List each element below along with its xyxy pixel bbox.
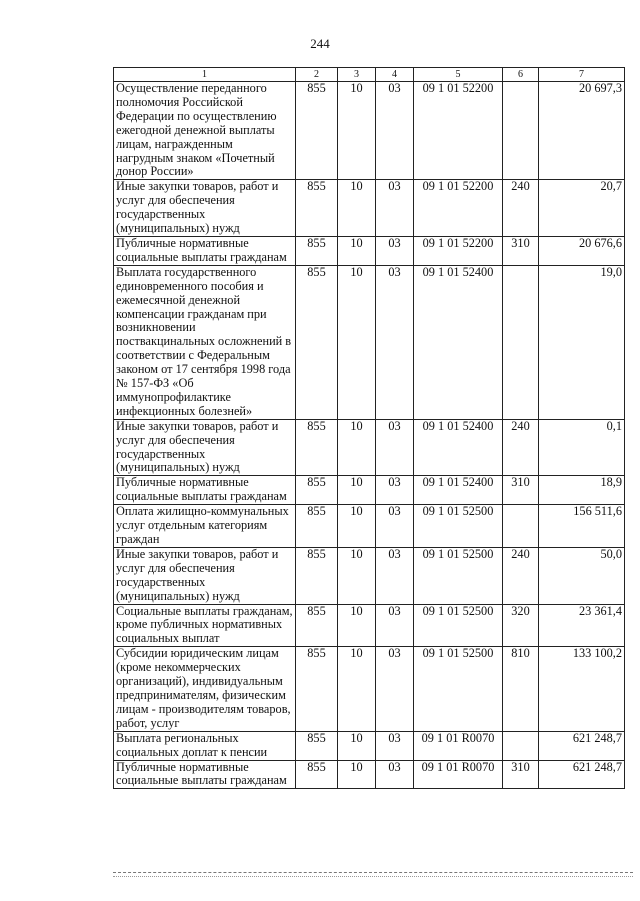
row-subsection: 03: [376, 505, 414, 548]
table-row: [114, 505, 625, 548]
header-col-3: 3: [338, 68, 376, 82]
table-row: [114, 547, 625, 604]
row-expense-type: [503, 505, 539, 548]
header-col-6: 6: [503, 68, 539, 82]
row-subsection: 03: [376, 419, 414, 476]
row-target-item: 09 1 01 52400: [414, 419, 503, 476]
row-name: Выплата региональных социальных доплат к пенсии: [114, 731, 296, 760]
table-row: [114, 180, 625, 237]
row-amount: 20,7: [539, 180, 625, 237]
row-amount: 18,9: [539, 476, 625, 505]
row-name: Выплата государственного единовременного пособия и ежемесячной денежной компенсации гражданам при возникновении поствакцинальных осложнений в соответствии с Федеральным законом от 17 сентября 1998 года № 157-ФЗ «Об иммунопрофилактике инфекционных болезней»: [114, 265, 296, 419]
row-section: 10: [338, 419, 376, 476]
row-expense-type: [503, 265, 539, 419]
row-amount: 133 100,2: [539, 647, 625, 731]
row-section: 10: [338, 604, 376, 647]
row-section: 10: [338, 547, 376, 604]
row-amount: 20 676,6: [539, 236, 625, 265]
row-ministry-code: 855: [296, 647, 338, 731]
row-name: Оплата жилищно-коммунальных услуг отдельным категориям граждан: [114, 505, 296, 548]
row-target-item: 09 1 01 52500: [414, 505, 503, 548]
row-name: Социальные выплаты гражданам, кроме публичных нормативных социальных выплат: [114, 604, 296, 647]
row-ministry-code: 855: [296, 236, 338, 265]
row-subsection: 03: [376, 604, 414, 647]
row-target-item: 09 1 01 52500: [414, 647, 503, 731]
row-target-item: 09 1 01 R0070: [414, 760, 503, 789]
row-expense-type: [503, 731, 539, 760]
row-ministry-code: 855: [296, 604, 338, 647]
row-section: 10: [338, 731, 376, 760]
row-target-item: 09 1 01 R0070: [414, 731, 503, 760]
table-row: [114, 236, 625, 265]
row-section: 10: [338, 180, 376, 237]
row-section: 10: [338, 476, 376, 505]
row-subsection: 03: [376, 647, 414, 731]
row-name: Иные закупки товаров, работ и услуг для обеспечения государственных (муниципальных) нужд: [114, 547, 296, 604]
table-row: [114, 82, 625, 180]
row-ministry-code: 855: [296, 180, 338, 237]
table-row: [114, 419, 625, 476]
header-row: [114, 68, 625, 82]
row-name: Субсидии юридическим лицам (кроме некоммерческих организаций), индивидуальным предпринимателям, физическим лицам - производителям товаров, работ, услуг: [114, 647, 296, 731]
row-subsection: 03: [376, 476, 414, 505]
row-target-item: 09 1 01 52200: [414, 236, 503, 265]
row-section: 10: [338, 236, 376, 265]
row-target-item: 09 1 01 52200: [414, 82, 503, 180]
header-col-2: 2: [296, 68, 338, 82]
page-number: 244: [310, 36, 330, 51]
row-subsection: 03: [376, 180, 414, 237]
scan-edge-line: [113, 872, 633, 873]
row-section: 10: [338, 647, 376, 731]
row-expense-type: 310: [503, 236, 539, 265]
row-ministry-code: 855: [296, 476, 338, 505]
row-name: Иные закупки товаров, работ и услуг для обеспечения государственных (муниципальных) нужд: [114, 419, 296, 476]
table-row: [114, 265, 625, 419]
row-amount: 0,1: [539, 419, 625, 476]
row-subsection: 03: [376, 731, 414, 760]
row-expense-type: 240: [503, 419, 539, 476]
row-expense-type: 240: [503, 547, 539, 604]
table-row: [114, 731, 625, 760]
row-target-item: 09 1 01 52500: [414, 604, 503, 647]
row-ministry-code: 855: [296, 265, 338, 419]
row-name: Публичные нормативные социальные выплаты гражданам: [114, 476, 296, 505]
row-target-item: 09 1 01 52400: [414, 265, 503, 419]
table-row: [114, 476, 625, 505]
row-target-item: 09 1 01 52500: [414, 547, 503, 604]
header-col-1: 1: [114, 68, 296, 82]
row-expense-type: 320: [503, 604, 539, 647]
row-expense-type: 810: [503, 647, 539, 731]
table-row: [114, 604, 625, 647]
row-section: 10: [338, 505, 376, 548]
header-col-4: 4: [376, 68, 414, 82]
row-name: Иные закупки товаров, работ и услуг для обеспечения государственных (муниципальных) нужд: [114, 180, 296, 237]
scan-edge-line: [113, 876, 633, 877]
row-amount: 621 248,7: [539, 760, 625, 789]
row-amount: 23 361,4: [539, 604, 625, 647]
row-expense-type: 310: [503, 760, 539, 789]
row-name: Публичные нормативные социальные выплаты гражданам: [114, 760, 296, 789]
table-row: [114, 647, 625, 731]
row-amount: 20 697,3: [539, 82, 625, 180]
budget-table: [113, 67, 625, 789]
row-target-item: 09 1 01 52400: [414, 476, 503, 505]
row-subsection: 03: [376, 760, 414, 789]
row-expense-type: 310: [503, 476, 539, 505]
row-ministry-code: 855: [296, 731, 338, 760]
row-section: 10: [338, 82, 376, 180]
row-subsection: 03: [376, 547, 414, 604]
table-row: [114, 760, 625, 789]
row-amount: 50,0: [539, 547, 625, 604]
header-col-5: 5: [414, 68, 503, 82]
row-name: Публичные нормативные социальные выплаты гражданам: [114, 236, 296, 265]
row-ministry-code: 855: [296, 547, 338, 604]
row-amount: 621 248,7: [539, 731, 625, 760]
row-subsection: 03: [376, 236, 414, 265]
row-target-item: 09 1 01 52200: [414, 180, 503, 237]
row-ministry-code: 855: [296, 760, 338, 789]
row-expense-type: [503, 82, 539, 180]
row-ministry-code: 855: [296, 419, 338, 476]
row-subsection: 03: [376, 82, 414, 180]
header-col-7: 7: [539, 68, 625, 82]
row-name: Осуществление переданного полномочия Российской Федерации по осуществлению ежегодной денежной выплаты лицам, награжденным нагрудным знаком «Почетный донор России»: [114, 82, 296, 180]
row-ministry-code: 855: [296, 82, 338, 180]
row-amount: 19,0: [539, 265, 625, 419]
row-section: 10: [338, 760, 376, 789]
row-ministry-code: 855: [296, 505, 338, 548]
row-section: 10: [338, 265, 376, 419]
row-subsection: 03: [376, 265, 414, 419]
row-expense-type: 240: [503, 180, 539, 237]
row-amount: 156 511,6: [539, 505, 625, 548]
